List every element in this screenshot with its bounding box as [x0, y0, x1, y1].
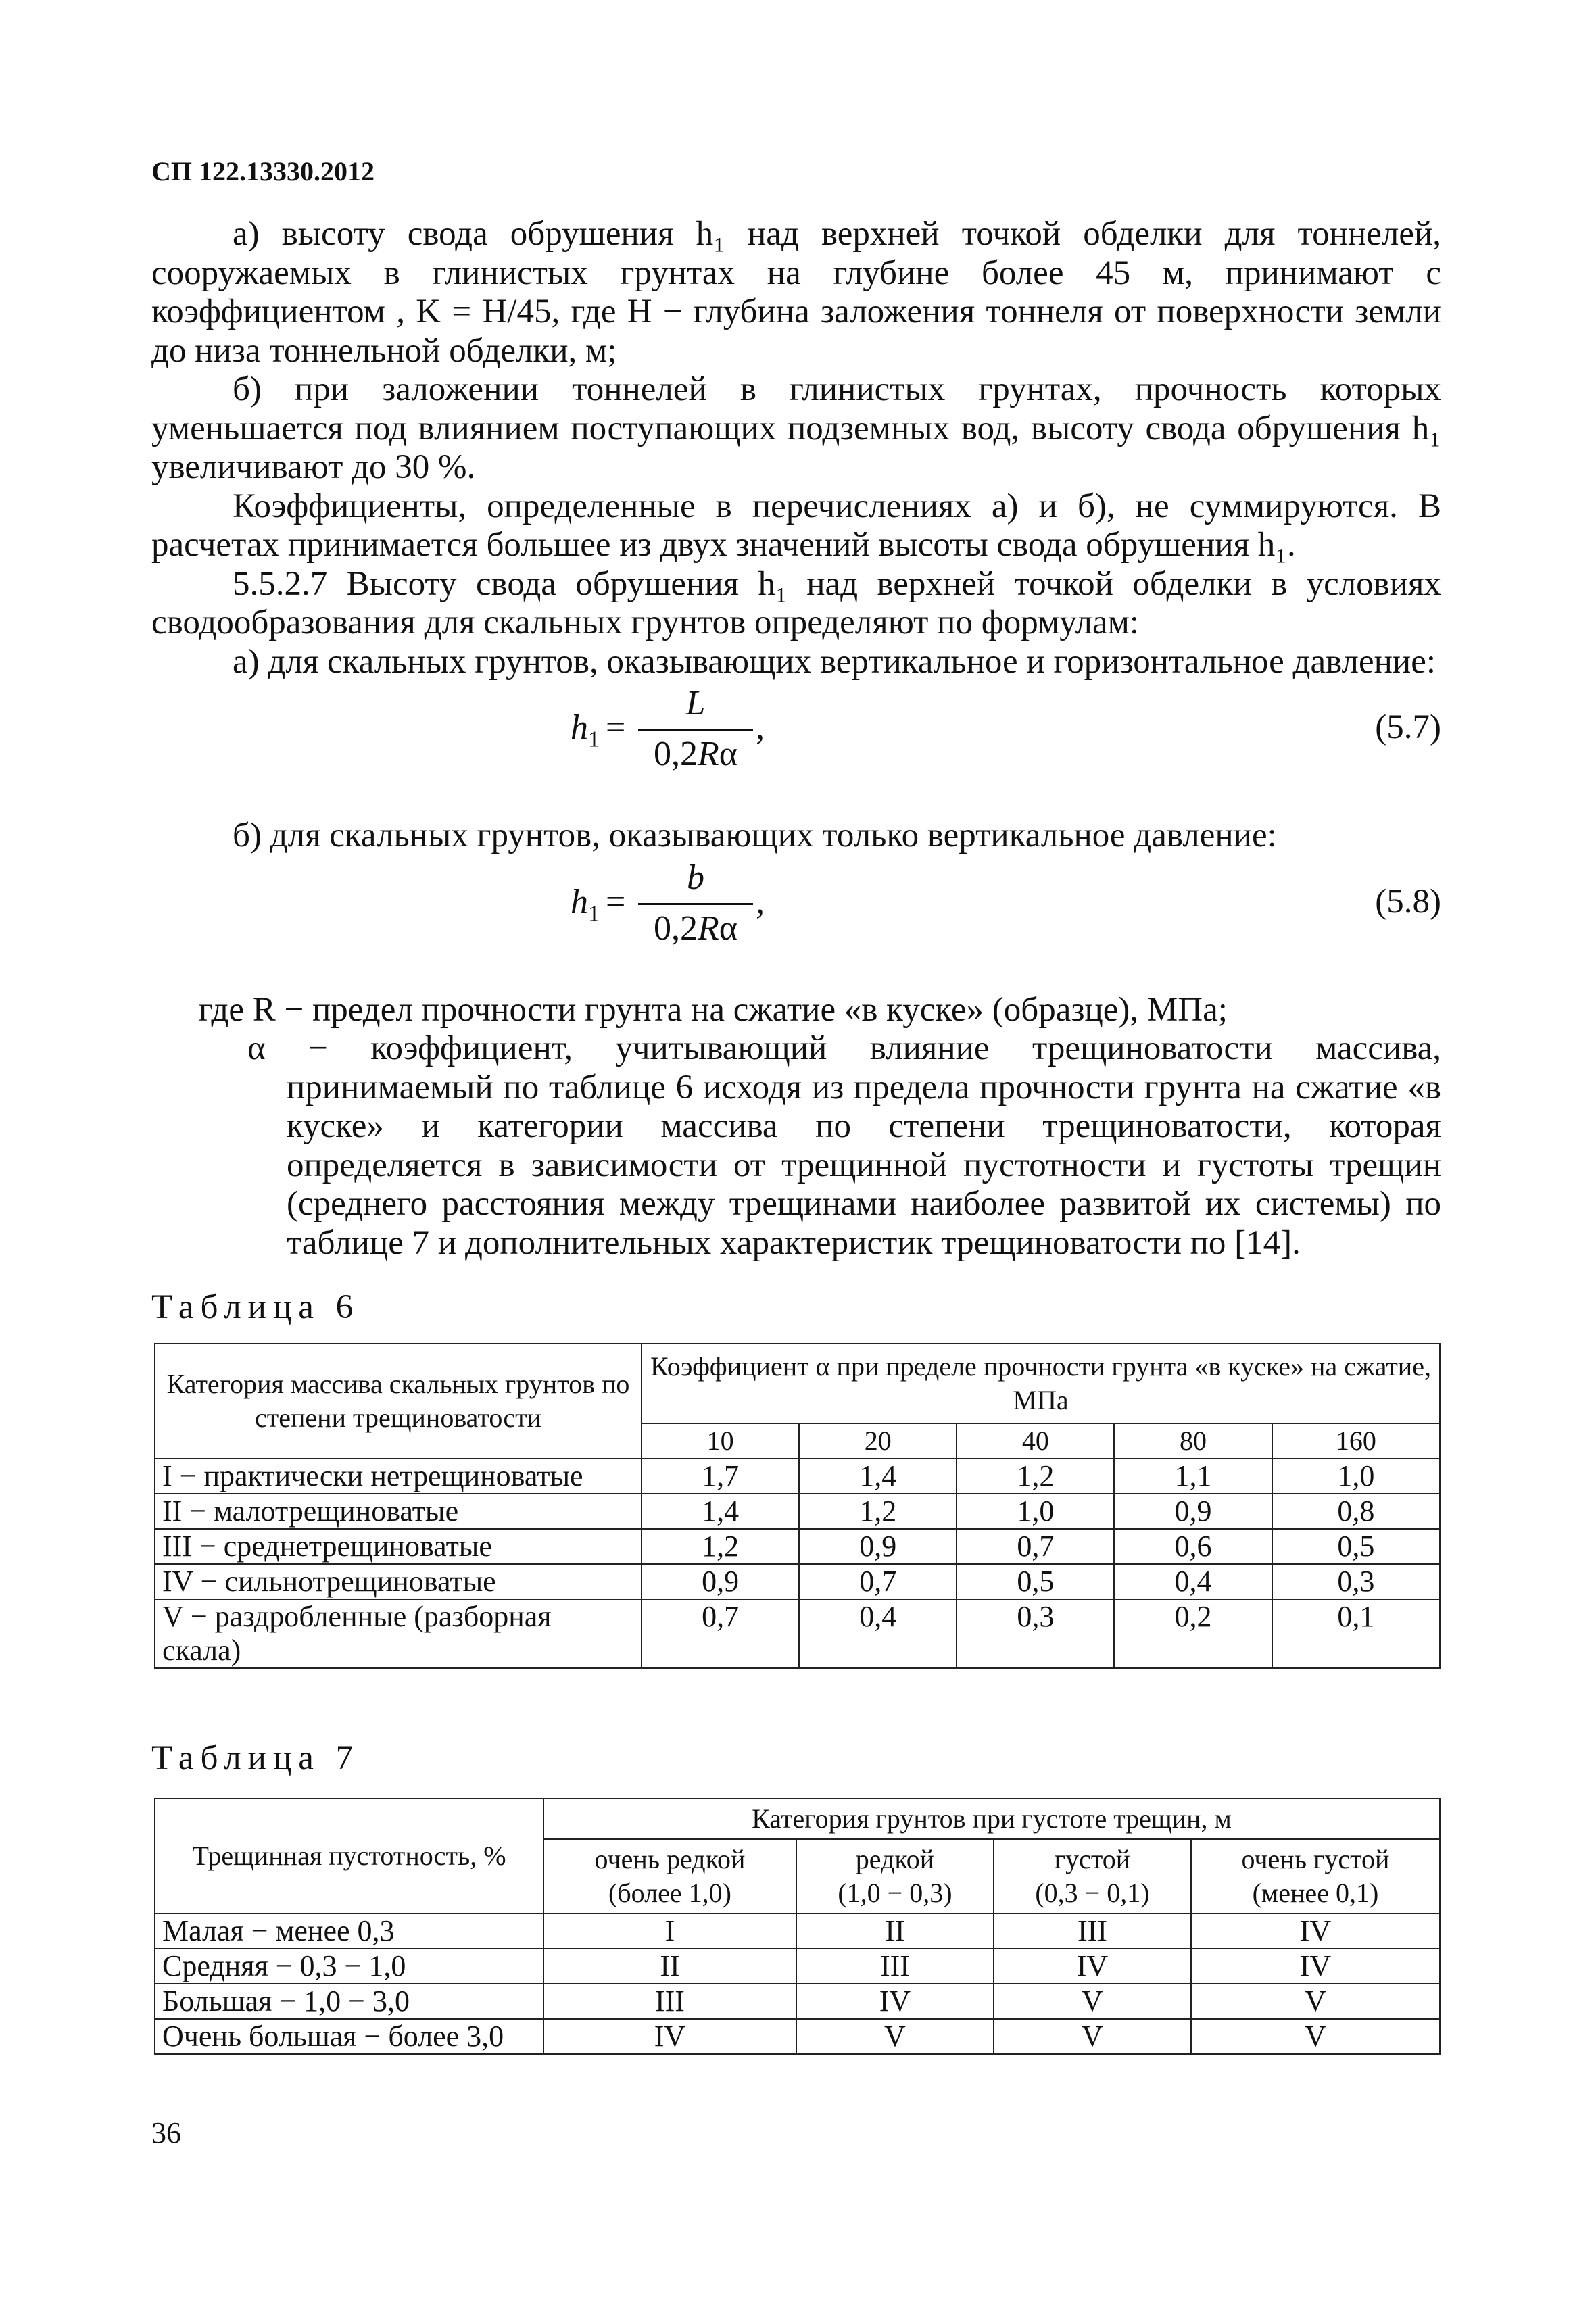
- formula-number: (5.7): [1375, 708, 1441, 746]
- table-cell: V: [994, 1984, 1191, 2019]
- definition-r: где R − предел прочности грунта на сжатие «в куске» (образце), МПа;: [199, 990, 1228, 1029]
- table-cell: 0,9: [799, 1529, 957, 1564]
- table-6-title: Таблица 6: [151, 1288, 360, 1326]
- table-6-col1-header: Категория массива скальных грунтов по степени трещиноватости: [155, 1344, 642, 1459]
- formula-fraction: [638, 681, 753, 774]
- table-cell: III: [994, 1914, 1191, 1949]
- table-row: [155, 1564, 1440, 1599]
- table-cell: 1,2: [642, 1529, 799, 1564]
- table-cell: V: [796, 2019, 994, 2054]
- paragraph-5-5-2-7: 5.5.2.7 Высоту свода обрушения h₁ над верхней точкой обделки в условиях сводообразования для скальных грунтов определяют по формулам:: [151, 564, 1441, 641]
- table-cell: 1,2: [957, 1459, 1114, 1494]
- table-cell-category: IV − сильнотрещиноватые: [155, 1564, 642, 1599]
- table-7-density-header: очень густой (менее 0,1): [1191, 1839, 1440, 1914]
- table-cell: II: [796, 1914, 994, 1949]
- table-6: [154, 1343, 1441, 1669]
- table-cell-voidness: Большая − 1,0 − 3,0: [155, 1984, 543, 2019]
- table-cell: 0,2: [1114, 1599, 1272, 1668]
- table-cell: 0,5: [957, 1564, 1114, 1599]
- table-cell: 1,4: [642, 1494, 799, 1529]
- table-cell-category: I − практически нетрещиноватые: [155, 1459, 642, 1494]
- table-cell-voidness: Средняя − 0,3 − 1,0: [155, 1949, 543, 1984]
- formula-equals: =: [606, 882, 626, 921]
- formula-5-7: $h_1$ = L 0,2Rα , (5.7): [151, 681, 1441, 817]
- paragraph-coefficients: Коэффициенты, определенные в перечислениях а) и б), не суммируются. В расчетах принимается большее из двух значений высоты свода обрушения h₁.: [151, 487, 1441, 564]
- formula-lhs: $h_1$: [571, 882, 600, 926]
- table-cell: 1,4: [799, 1459, 957, 1494]
- table-7-density-header: редкой (1,0 − 0,3): [796, 1839, 994, 1914]
- table-cell: IV: [994, 1949, 1191, 1984]
- page-number: 36: [151, 2116, 181, 2149]
- formula-number: (5.8): [1375, 882, 1441, 921]
- table-cell: 0,6: [1114, 1529, 1272, 1564]
- table-cell: 0,4: [799, 1599, 957, 1668]
- table-7-density-header: очень редкой (более 1,0): [543, 1839, 796, 1914]
- table-cell: 1,2: [799, 1494, 957, 1529]
- table-cell: 0,7: [957, 1529, 1114, 1564]
- table-cell: IV: [1191, 1949, 1440, 1984]
- table-cell: 1,7: [642, 1459, 799, 1494]
- table-cell: 1,1: [1114, 1459, 1272, 1494]
- paragraph-b: б) при заложении тоннелей в глинистых грунтах, прочность которых уменьшается под влиянием поступающих подземных вод, высоту свода обрушения h₁ увеличивают до 30 %.: [151, 370, 1441, 486]
- table-cell: III: [796, 1949, 994, 1984]
- table-cell-voidness: Очень большая − более 3,0: [155, 2019, 543, 2054]
- table-cell: V: [1191, 2019, 1440, 2054]
- table-6-strength: 80: [1114, 1423, 1272, 1459]
- table-cell: 0,4: [1114, 1564, 1272, 1599]
- table-cell: IV: [543, 2019, 796, 2054]
- table-cell: 0,7: [642, 1599, 799, 1668]
- formula-denominator: 0,2Rα: [653, 735, 737, 773]
- paragraph-formula-a-intro: а) для скальных грунтов, оказывающих вертикальное и горизонтальное давление:: [233, 642, 1436, 681]
- table-6-strength: 160: [1272, 1423, 1440, 1459]
- table-6-strength: 20: [799, 1423, 957, 1459]
- table-6-group-header: Коэффициент α при пределе прочности грунта «в куске» на сжатие, МПа: [642, 1344, 1440, 1423]
- table-cell: 0,5: [1272, 1529, 1440, 1564]
- table-6-strength: 10: [642, 1423, 799, 1459]
- paragraph-formula-b-intro: б) для скальных грунтов, оказывающих только вертикальное давление:: [233, 817, 1277, 854]
- document-header: СП 122.13330.2012: [151, 156, 374, 187]
- table-cell: V: [994, 2019, 1191, 2054]
- formula-denominator: 0,2Rα: [653, 908, 737, 948]
- table-7-col1-header: Трещинная пустотность, %: [155, 1799, 543, 1914]
- formula-5-8: $h_1$ = b 0,2Rα , (5.8): [151, 856, 1441, 991]
- table-cell-voidness: Малая − менее 0,3: [155, 1914, 543, 1949]
- table-7: [154, 1798, 1441, 2055]
- table-cell: 0,9: [1114, 1494, 1272, 1529]
- formula-equals: =: [606, 708, 626, 747]
- table-row: [155, 1949, 1440, 1984]
- table-row: [155, 1914, 1440, 1949]
- table-row: [155, 1459, 1440, 1494]
- table-cell: 1,0: [957, 1494, 1114, 1529]
- formula-numerator: b: [687, 858, 704, 897]
- formula-lhs: $h_1$: [571, 708, 600, 752]
- table-cell: 0,3: [1272, 1564, 1440, 1599]
- table-cell-category: V − раздробленные (разборная скала): [155, 1599, 642, 1668]
- table-row: [155, 1494, 1440, 1529]
- paragraph-a: а) высоту свода обрушения h₁ над верхней точкой обделки для тоннелей, сооружаемых в глинистых грунтах на глубине более 45 м, принимают с коэффициентом , K = H/45, где H − глубина заложения тоннеля от поверхности земли до низа тоннельной обделки, м;: [151, 215, 1441, 370]
- table-row: [155, 2019, 1440, 2054]
- definition-alpha: α − коэффициент, учитывающий влияние трещиноватости массива, принимаемый по таблице 6 исходя из предела прочности грунта на сжатие «в куске» и категории массива по степени трещиноватости, которая определяется в зависимости от трещинной пустотности и густоты трещин (среднего расстояния между трещинами наиболее развитой их системы) по таблице 7 и дополнительных характеристик трещиноватости по [14].: [247, 1029, 1441, 1262]
- table-cell: IV: [1191, 1914, 1440, 1949]
- table-cell: 0,7: [799, 1564, 957, 1599]
- body-text: [151, 215, 1441, 1263]
- table-cell: 0,3: [957, 1599, 1114, 1668]
- table-7-group-header: Категория грунтов при густоте трещин, м: [543, 1799, 1440, 1839]
- table-cell: 0,8: [1272, 1494, 1440, 1529]
- table-cell: 0,9: [642, 1564, 799, 1599]
- table-cell: IV: [796, 1984, 994, 2019]
- formula-fraction: [638, 856, 753, 948]
- table-row: [155, 1599, 1440, 1668]
- table-cell: 0,1: [1272, 1599, 1440, 1668]
- table-row: [155, 1984, 1440, 2019]
- table-cell-category: II − малотрещиноватые: [155, 1494, 642, 1529]
- table-cell: III: [543, 1984, 796, 2019]
- table-7-density-header: густой (0,3 − 0,1): [994, 1839, 1191, 1914]
- table-7-title: Таблица 7: [151, 1739, 360, 1777]
- table-row: [155, 1529, 1440, 1564]
- fraction-line: [638, 903, 753, 905]
- fraction-line: [638, 729, 753, 731]
- table-cell: I: [543, 1914, 796, 1949]
- formula-numerator: L: [685, 684, 706, 723]
- table-cell: V: [1191, 1984, 1440, 2019]
- table-6-strength: 40: [957, 1423, 1114, 1459]
- table-cell: 1,0: [1272, 1459, 1440, 1494]
- table-cell: II: [543, 1949, 796, 1984]
- table-cell-category: III − среднетрещиноватые: [155, 1529, 642, 1564]
